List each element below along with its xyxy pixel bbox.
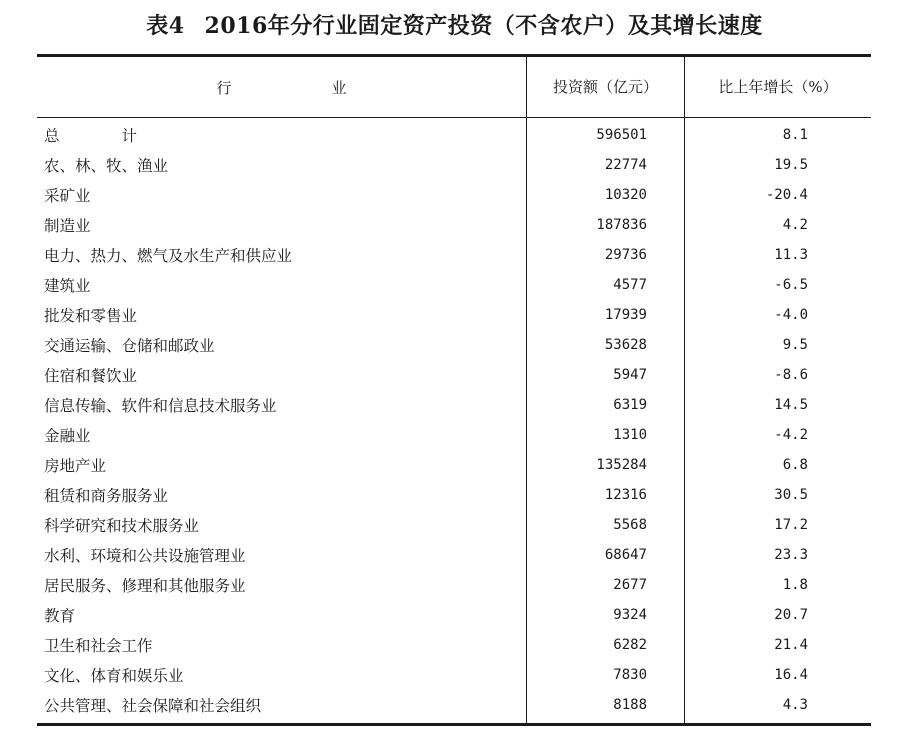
total-label-b: 计 [121, 127, 138, 145]
bottom-rule [37, 723, 871, 726]
investment-cell: 68647 [604, 547, 647, 563]
growth-cell: 21.4 [774, 637, 808, 653]
table-row [37, 630, 871, 660]
investment-cell: 8188 [613, 697, 647, 713]
investment-cell: 12316 [604, 487, 647, 503]
table-row [37, 600, 871, 630]
growth-cell: 1.8 [782, 577, 808, 593]
industry-cell: 水利、环境和公共设施管理业 [44, 547, 246, 565]
growth-cell: -20.4 [765, 187, 808, 203]
investment-cell: 6319 [613, 397, 647, 413]
industry-cell: 公共管理、社会保障和社会组织 [44, 697, 262, 715]
total-investment: 596501 [596, 127, 647, 143]
industry-cell: 采矿业 [44, 187, 91, 205]
industry-cell: 制造业 [44, 217, 91, 235]
investment-cell: 29736 [604, 247, 647, 263]
total-growth: 8.1 [782, 127, 808, 143]
table-row [37, 690, 871, 720]
table-row [37, 270, 871, 300]
growth-cell: -8.6 [774, 367, 808, 383]
table-row [37, 330, 871, 360]
table-row-total [37, 120, 871, 150]
header-investment: 投资额（亿元） [526, 57, 684, 117]
growth-cell: -4.0 [774, 307, 808, 323]
table-row [37, 180, 871, 210]
investment-cell: 53628 [604, 337, 647, 353]
table-row [37, 240, 871, 270]
table-row [37, 480, 871, 510]
industry-cell: 教育 [44, 607, 76, 625]
table-row [37, 450, 871, 480]
table-body [37, 118, 871, 723]
growth-cell: 17.2 [774, 517, 808, 533]
industry-cell: 电力、热力、燃气及水生产和供应业 [44, 247, 293, 265]
table-row [37, 510, 871, 540]
table-row [37, 570, 871, 600]
industry-cell: 居民服务、修理和其他服务业 [44, 577, 246, 595]
table-row [37, 300, 871, 330]
total-label [37, 124, 526, 146]
header-industry: 行业 [216, 78, 447, 97]
table-row [37, 540, 871, 570]
industry-cell: 批发和零售业 [44, 307, 138, 325]
table-title-text: 2016年分行业固定资产投资（不含农户）及其增长速度 [204, 13, 763, 39]
total-label-a: 总 [44, 127, 60, 145]
industry-cell: 农、林、牧、渔业 [44, 157, 169, 175]
growth-cell: -4.2 [774, 427, 808, 443]
table-row [37, 660, 871, 690]
growth-cell: -6.5 [774, 277, 808, 293]
table-row [37, 390, 871, 420]
industry-cell: 科学研究和技术服务业 [44, 517, 200, 535]
investment-cell: 4577 [613, 277, 647, 293]
investment-cell: 17939 [604, 307, 647, 323]
investment-cell: 187836 [596, 217, 647, 233]
growth-cell: 20.7 [774, 607, 808, 623]
growth-cell: 11.3 [774, 247, 808, 263]
investment-cell: 2677 [613, 577, 647, 593]
column-divider [526, 118, 527, 723]
investment-cell: 5947 [613, 367, 647, 383]
growth-cell: 23.3 [774, 547, 808, 563]
investment-cell: 135284 [596, 457, 647, 473]
investment-cell: 1310 [613, 427, 647, 443]
industry-cell: 交通运输、仓储和邮政业 [44, 337, 215, 355]
column-divider [684, 118, 685, 723]
growth-cell: 9.5 [782, 337, 808, 353]
growth-cell: 6.8 [782, 457, 808, 473]
industry-cell: 租赁和商务服务业 [44, 487, 169, 505]
industry-cell: 卫生和社会工作 [44, 637, 153, 655]
growth-cell: 4.2 [782, 217, 808, 233]
investment-cell: 10320 [604, 187, 647, 203]
table-row [37, 150, 871, 180]
growth-cell: 4.3 [782, 697, 808, 713]
investment-table [37, 54, 871, 726]
industry-cell: 房地产业 [44, 457, 107, 475]
table-row [37, 420, 871, 450]
growth-cell: 30.5 [774, 487, 808, 503]
table-row [37, 210, 871, 240]
table-number: 表4 [146, 13, 185, 39]
investment-cell: 5568 [613, 517, 647, 533]
industry-cell: 建筑业 [44, 277, 91, 295]
growth-cell: 14.5 [774, 397, 808, 413]
investment-cell: 6282 [613, 637, 647, 653]
industry-cell: 金融业 [44, 427, 91, 445]
table-rows [37, 118, 871, 723]
investment-cell: 7830 [613, 667, 647, 683]
industry-cell: 住宿和餐饮业 [44, 367, 138, 385]
table-header [37, 57, 871, 117]
growth-cell: 19.5 [774, 157, 808, 173]
investment-cell: 22774 [604, 157, 647, 173]
table-title [0, 10, 909, 42]
industry-cell: 文化、体育和娱乐业 [44, 667, 184, 685]
header-growth: 比上年增长（%） [684, 57, 871, 117]
industry-cell: 信息传输、软件和信息技术服务业 [44, 397, 277, 415]
investment-cell: 9324 [613, 607, 647, 623]
growth-cell: 16.4 [774, 667, 808, 683]
table-row [37, 360, 871, 390]
